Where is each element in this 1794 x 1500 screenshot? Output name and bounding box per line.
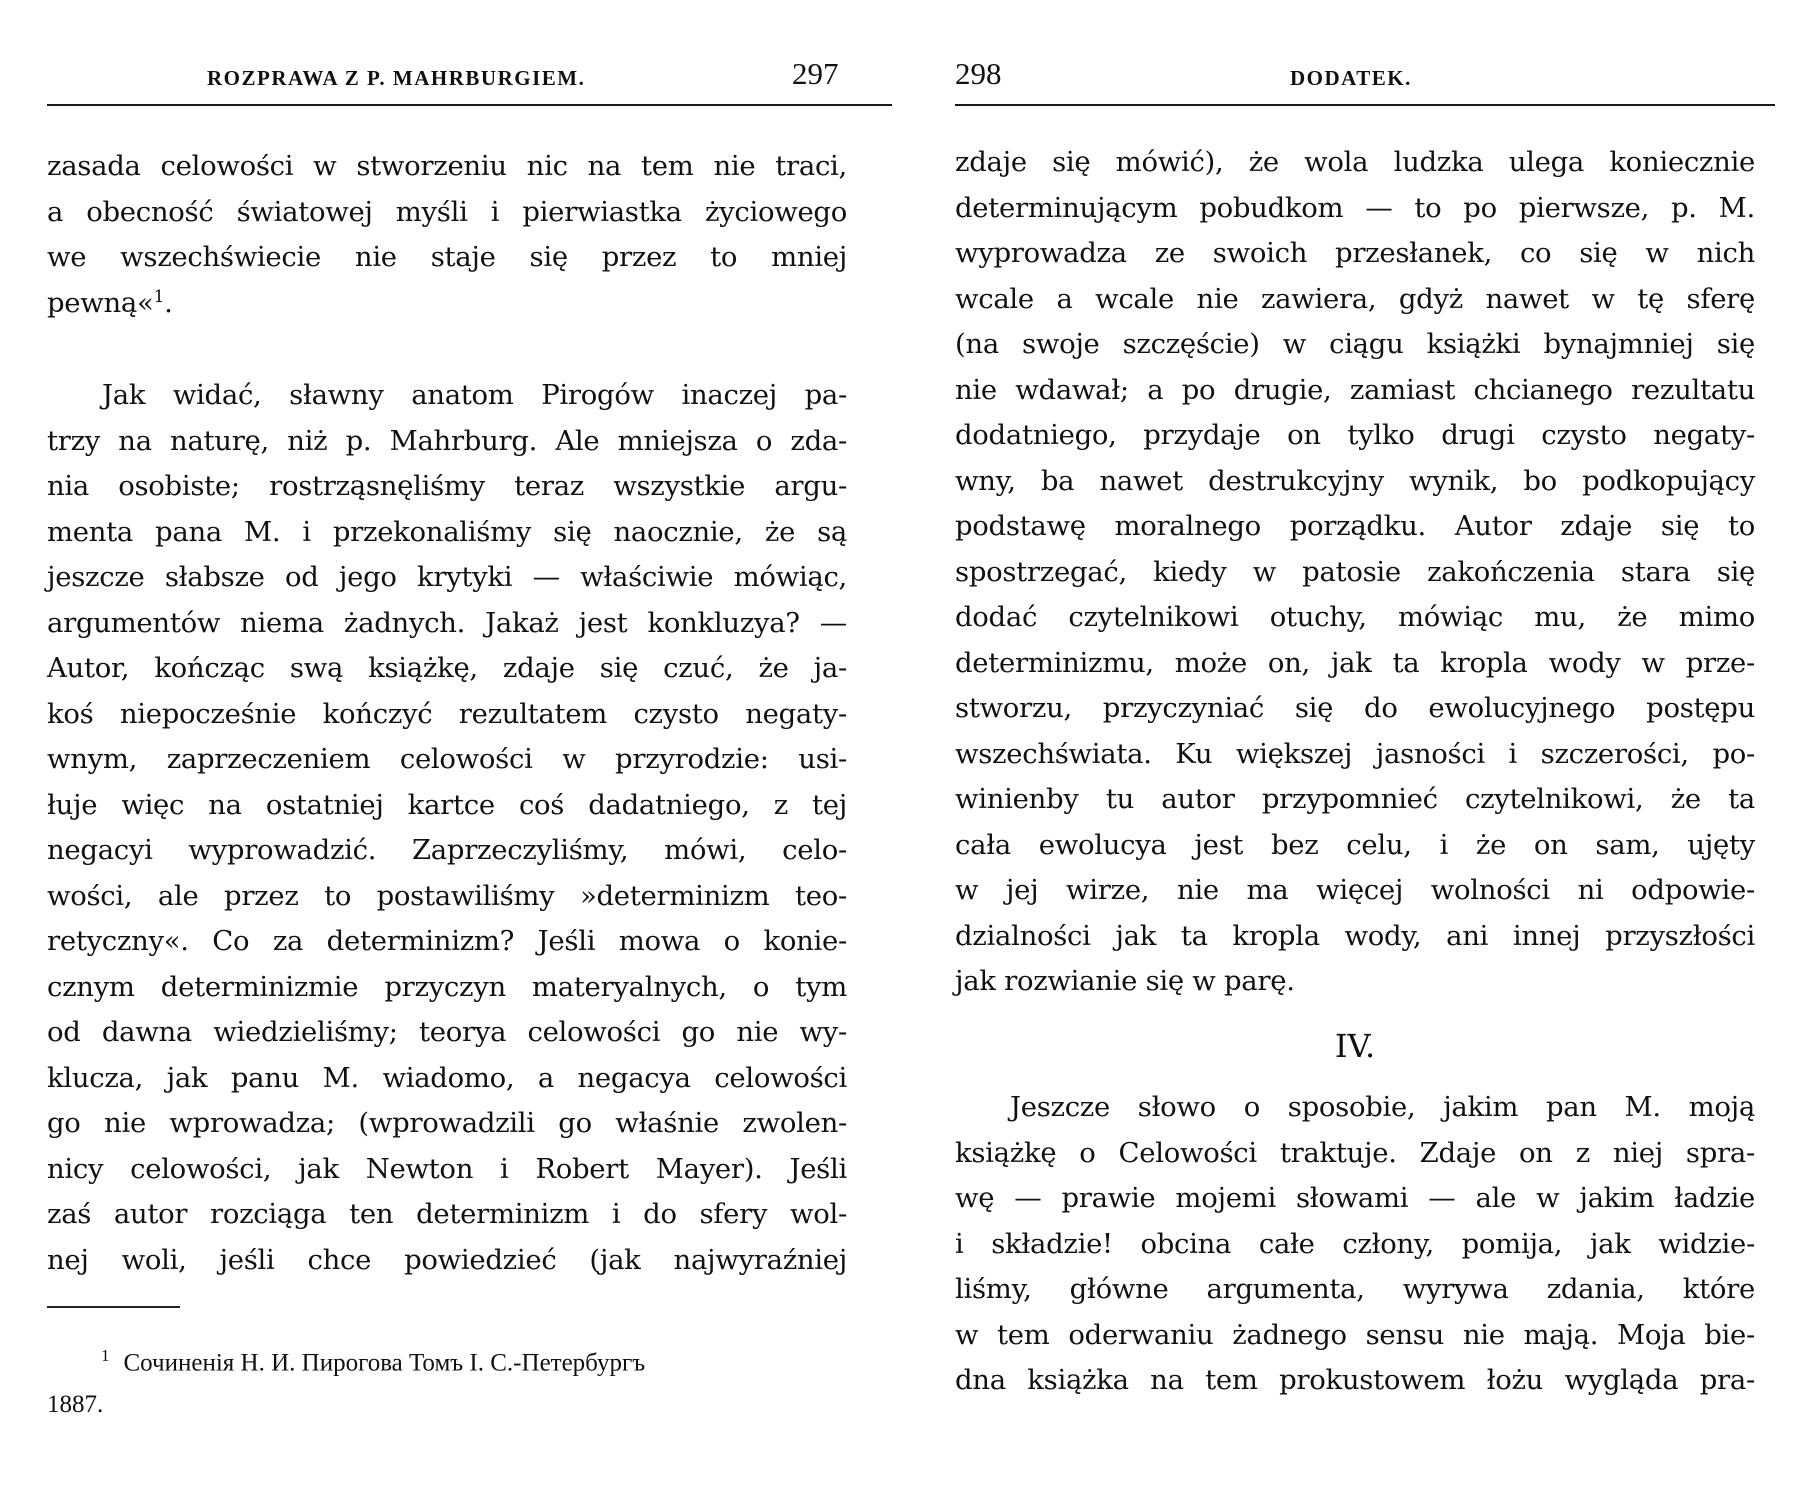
footnote-text: Сочиненія Н. И. Пирогова Томъ I. С.-Петербургъ xyxy=(123,1349,646,1377)
text-line: zdaje się mówić), że wola ludzka ulega koniecznie xyxy=(955,146,1755,178)
text-line: koś niepocześnie kończyć rezultatem czysto negaty- xyxy=(47,697,847,730)
right-page xyxy=(955,0,1755,1500)
text-line: we wszechświecie nie staje się przez to mniej xyxy=(47,241,847,273)
text-line: i składzie! obcina całe człony, pomija, jak widzie- xyxy=(955,1227,1755,1260)
right-header-rule xyxy=(955,104,1775,106)
text-line: negacyi wyprowadzić. Zaprzeczyliśmy, mówi, celo- xyxy=(47,834,847,866)
right-running-head xyxy=(955,56,1755,96)
text-line: nicy celowości, jak Newton i Robert Mayer). Jeśli xyxy=(47,1152,847,1185)
left-running-head xyxy=(47,56,847,96)
footnote xyxy=(47,1335,847,1426)
text-line: liśmy, główne argumenta, wyrywa zdania, które xyxy=(955,1273,1755,1305)
text-line: go nie wprowadza; (wprowadzili go właśnie zwolen- xyxy=(47,1107,847,1139)
text-line: dodatniego, przydaje on tylko drugi czysto negaty- xyxy=(955,419,1755,451)
text-line: winienby tu autor przypomnieć czytelnikowi, że ta xyxy=(955,783,1755,815)
left-header-rule xyxy=(47,104,892,106)
text-line: cznym determinizmie przyczyn materyalnych, o tym xyxy=(47,970,847,1003)
text-line: determinującym pobudkom — to po pierwsze, p. M. xyxy=(955,191,1755,224)
text-line: determinizmu, może on, jak ta kropla wody w prze- xyxy=(955,646,1755,679)
text-line: nej woli, jeśli chce powiedzieć (jak najwyraźniej xyxy=(47,1243,847,1276)
right-running-title: DODATEK. xyxy=(1290,66,1412,90)
text-line: dodać czytelnikowi otuchy, mówiąc mu, że mimo xyxy=(955,601,1755,633)
text-line: spostrzegać, kiedy w patosie zakończenia stara się xyxy=(955,555,1755,588)
text-line: wny, ba nawet destrukcyjny wynik, bo podkopujący xyxy=(955,464,1755,497)
text-line: nie wdawał; a po drugie, zamiast chcianego rezultatu xyxy=(955,373,1755,406)
footnote-line: 1887. xyxy=(47,1391,104,1419)
right-page-number: 298 xyxy=(955,56,1002,91)
text-line: w jej wirze, nie ma więcej wolności ni odpowie- xyxy=(955,874,1755,906)
left-page xyxy=(47,0,847,1500)
text-line: trzy na naturę, niż p. Mahrburg. Ale mniejsza o zda- xyxy=(47,424,847,457)
text-line: zasada celowości w stworzeniu nic na tem nie traci, xyxy=(47,150,847,182)
text-line xyxy=(47,281,847,327)
footnote-reference: 1 xyxy=(153,286,165,307)
text-line: zaś autor rozciąga ten determinizm i do sfery wol- xyxy=(47,1198,847,1230)
text-line: retyczny«. Co za determinizm? Jeśli mowa o konie- xyxy=(47,925,847,957)
text-line: w tem oderwaniu żadnego sensu nie mają. Moja bie- xyxy=(955,1318,1755,1351)
text-line: stworzu, przyczyniać się do ewolucyjnego postępu xyxy=(955,692,1755,724)
text-line: dna książka na tem prokustowem łożu wygląda pra- xyxy=(955,1364,1755,1396)
text-line: łuje więc na ostatniej kartce coś dadatniego, z tej xyxy=(47,788,847,821)
text-line: menta pana M. i przekonaliśmy się naocznie, że są xyxy=(47,515,847,548)
text-line: wyprowadza ze swoich przesłanek, co się w nich xyxy=(955,237,1755,269)
left-running-title: ROZPRAWA Z P. MAHRBURGIEM. xyxy=(207,66,586,90)
text-line: a obecność światowej myśli i pierwiastka życiowego xyxy=(47,195,847,228)
text-line: klucza, jak panu M. wiadomo, a negacya celowości xyxy=(47,1061,847,1094)
text-line: dzialności jak ta kropla wody, ani innej przyszłości xyxy=(955,919,1755,952)
text-fragment: . xyxy=(164,286,173,319)
section-heading: IV. xyxy=(1334,1027,1376,1065)
text-line: cała ewolucya jest bez celu, i że on sam, ujęty xyxy=(955,828,1755,861)
text-line: wcale a wcale nie zawiera, gdyż nawet w tę sferę xyxy=(955,282,1755,315)
footnote-rule xyxy=(47,1306,180,1308)
text-line: wnym, zaprzeczeniem celowości w przyrodzie: usi- xyxy=(47,743,847,775)
text-line: wszechświata. Ku większej jasności i szczerości, po- xyxy=(955,737,1755,770)
text-line: Jeszcze słowo o sposobie, jakim pan M. moją xyxy=(1010,1091,1755,1123)
text-line: podstawę moralnego porządku. Autor zdaje się to xyxy=(955,510,1755,542)
text-fragment: pewną« xyxy=(47,286,154,319)
text-line: od dawna wiedzieliśmy; teorya celowości go nie wy- xyxy=(47,1016,847,1048)
left-paragraph-2 xyxy=(47,373,847,1283)
text-line: Autor, kończąc swą książkę, zdaje się czuć, że ja- xyxy=(47,652,847,684)
footnote-marker: 1 xyxy=(101,1346,110,1365)
right-paragraph-1 xyxy=(955,140,1755,1005)
text-line: jeszcze słabsze od jego krytyki — właściwie mówiąc, xyxy=(47,561,847,593)
right-paragraph-2 xyxy=(955,1085,1755,1404)
left-paragraph-1 xyxy=(47,144,847,326)
text-line: wę — prawie mojemi słowami — ale w jakim ładzie xyxy=(955,1182,1755,1214)
left-page-number: 297 xyxy=(792,56,839,91)
text-line: Jak widać, sławny anatom Pirogów inaczej pa- xyxy=(102,379,847,411)
text-line: argumentów niema żadnych. Jakaż jest konkluzya? — xyxy=(47,606,847,639)
text-line: (na swoje szczęście) w ciągu książki bynajmniej się xyxy=(955,328,1755,360)
text-line: książkę o Celowości traktuje. Zdaje on z niej spra- xyxy=(955,1136,1755,1169)
text-line: nia osobiste; rostrząsnęliśmy teraz wszystkie argu- xyxy=(47,470,847,502)
footnote-line xyxy=(47,1335,847,1384)
text-line: wości, ale przez to postawiliśmy »determinizm teo- xyxy=(47,879,847,912)
text-line: jak rozwianie się w parę. xyxy=(955,965,1295,997)
